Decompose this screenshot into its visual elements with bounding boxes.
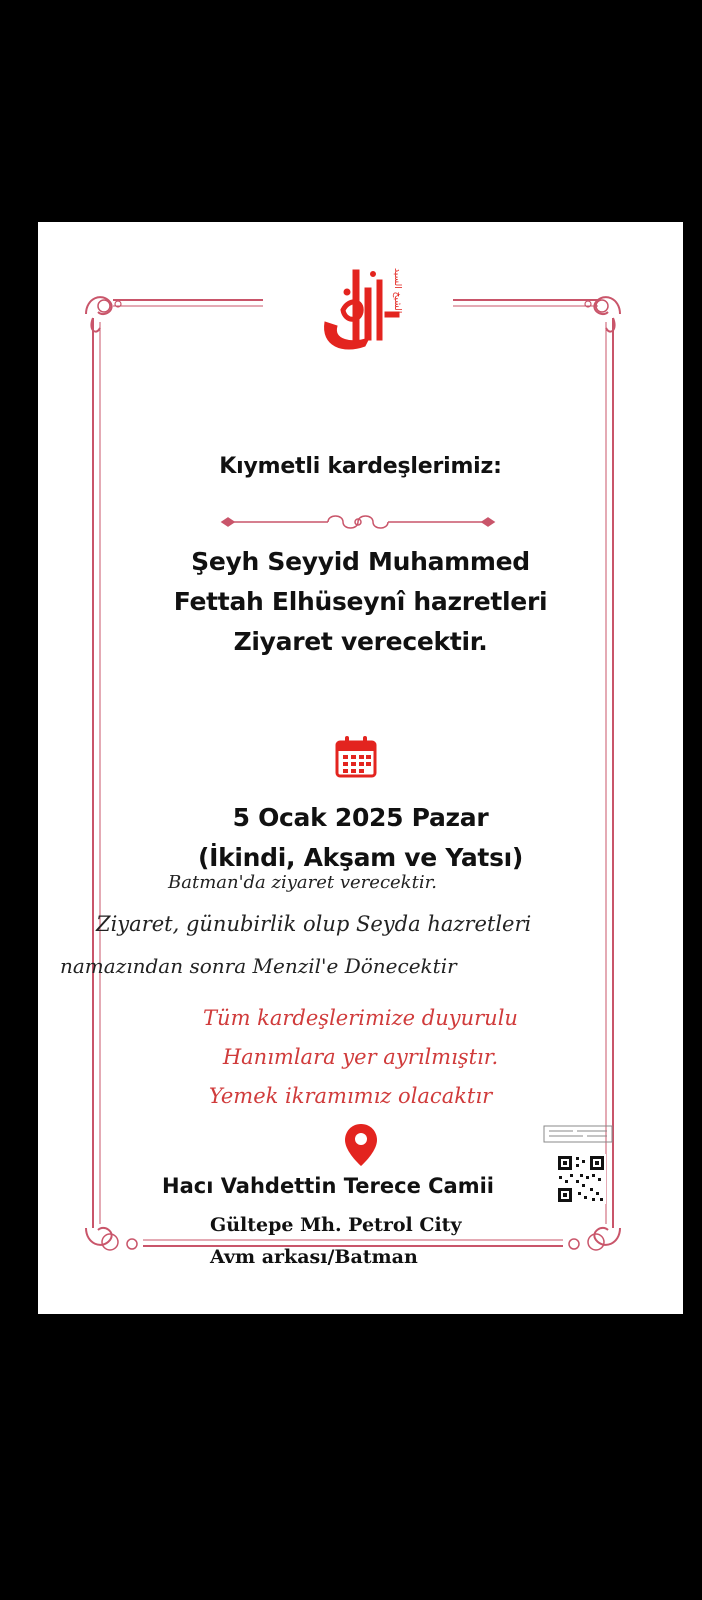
mosque-name: Hacı Vahdettin Terece Camii — [162, 1174, 494, 1198]
info-line-2: Hanımlara yer ayrılmıştır. — [222, 1045, 499, 1069]
calendar-icon — [333, 734, 379, 780]
ornament-divider — [218, 514, 498, 530]
note-line-1: Batman'da ziyaret verecektir. — [168, 872, 437, 893]
qr-code-icon[interactable] — [556, 1154, 606, 1204]
address-line-2: Avm arkası/Batman — [210, 1246, 418, 1268]
info-line-1: Tüm kardeşlerimize duyurulu — [203, 1006, 518, 1030]
location-pin-icon — [343, 1122, 379, 1168]
logo-subtext: الشيخ السيد — [392, 268, 402, 314]
event-date: 5 Ocak 2025 Pazar — [232, 803, 489, 832]
event-prayers: (İkindi, Akşam ve Yatsı) — [197, 843, 524, 872]
note-line-2: Ziyaret, günubirlik olup Seyda hazretleri — [96, 912, 532, 936]
note-line-3: namazından sonra Menzil'e Dönecektir — [60, 954, 457, 978]
greeting-heading: Kıymetli kardeşlerimiz: — [219, 454, 502, 479]
announcement-block — [38, 542, 683, 662]
calligraphy-logo — [303, 250, 413, 360]
announcement-line-3: Ziyaret verecektir. — [233, 627, 488, 656]
announcement-line-2: Fettah Elhüseynî hazretleri — [173, 587, 548, 616]
event-date-block — [38, 798, 683, 878]
qr-caption-graphic — [543, 1124, 613, 1144]
info-line-3: Yemek ikramımız olacaktır — [208, 1084, 493, 1108]
announcement-line-1: Şeyh Seyyid Muhammed — [191, 547, 530, 576]
address-line-1: Gültepe Mh. Petrol City — [210, 1214, 462, 1236]
invitation-card — [38, 222, 683, 1314]
